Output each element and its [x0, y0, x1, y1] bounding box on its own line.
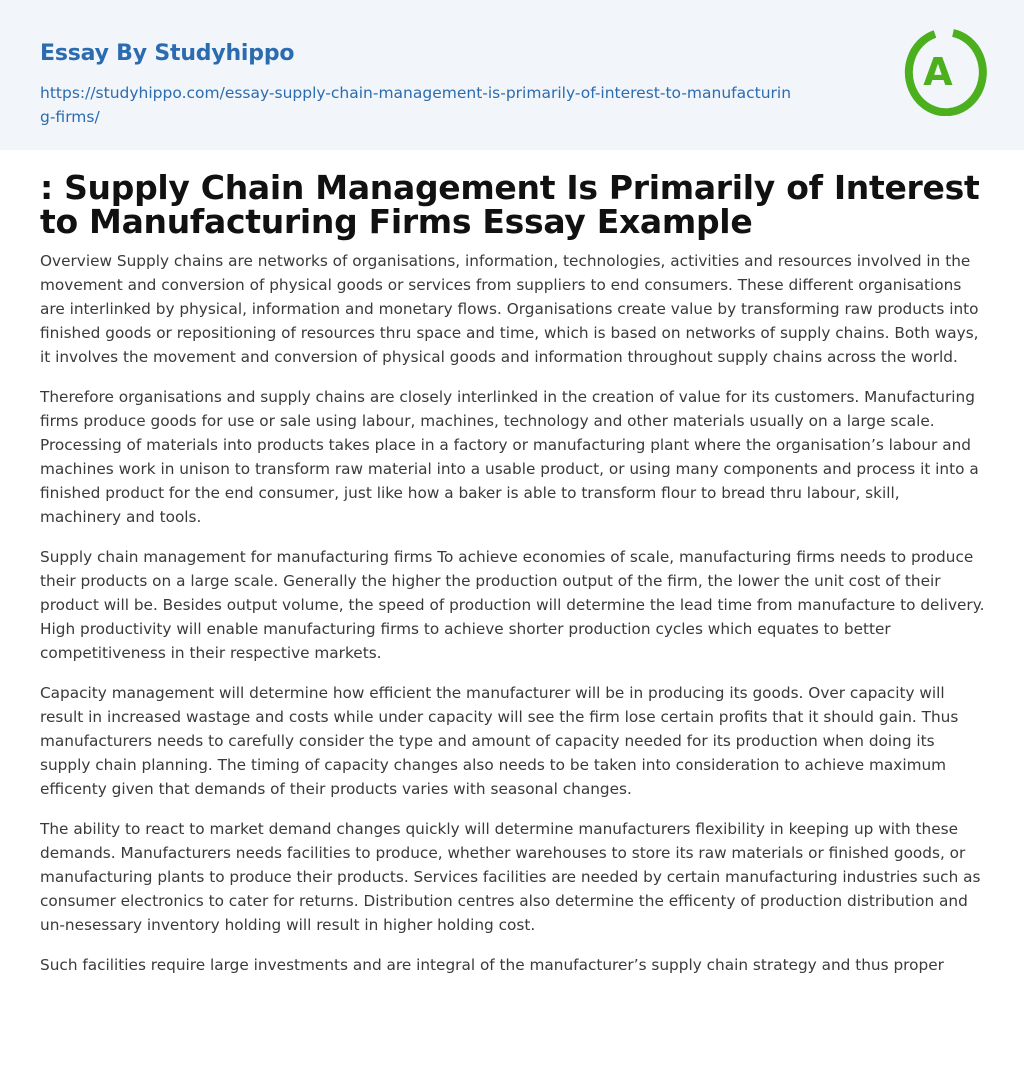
essay-paragraph: Overview Supply chains are networks of organisations, information, technologies, activities and resources involved in the movement and conversion of physical goods or services from suppliers to end consumers. These different organisations are interlinked by physical, information and monetary flows. Organisations create value by transforming raw products into finished goods or repositioning of resources thru space and time, which is based on networks of supply chains. Both ways, it involves the movement and conversion of physical goods and information throughout supply chains across the world.	[40, 252, 979, 366]
essay-body	[40, 249, 985, 993]
brand-title: Essay By Studyhippo	[40, 41, 295, 66]
essay-paragraph: Capacity management will determine how efficient the manufacturer will be in producing its goods. Over capacity will result in increased wastage and costs while under capacity will see the firm lose certain profits that it should gain. Thus manufacturers needs to carefully consider the type and amount of capacity needed for its production when doing its supply chain planning. The timing of capacity changes also needs to be taken into consideration to achieve maximum efficenty given that demands of their products varies with seasonal changes.	[40, 684, 959, 798]
essay-url-link[interactable]: https://studyhippo.com/essay-supply-chain-management-is-primarily-of-interest-to-manufacturing-firms/	[40, 84, 792, 126]
essay-paragraph: Therefore organisations and supply chains are closely interlinked in the creation of value for its customers. Manufacturing firms produce goods for use or sale using labour, machines, technology and other materials usually on a large scale. Processing of materials into products takes place in a factory or manufacturing plant where the organisation’s labour and machines work in unison to transform raw material into a usable product, or using many components and process it into a finished product for the end consumer, just like how a baker is able to transform flour to bread thru labour, skill, machinery and tools.	[40, 388, 979, 526]
essay-paragraph: Such facilities require large investments and are integral of the manufacturer’s supply chain strategy and thus proper	[40, 956, 944, 974]
essay-paragraph: The ability to react to market demand changes quickly will determine manufacturers flexibility in keeping up with these demands. Manufacturers needs facilities to produce, whether warehouses to store its raw materials or finished goods, or manufacturing plants to produce their products. Services facilities are needed by certain manufacturing industries such as consumer electronics to cater for returns. Distribution centres also determine the efficenty of production distribution and un-nesessary inventory holding will result in higher holding cost.	[40, 820, 981, 934]
page-header	[0, 0, 1024, 150]
page-title: : Supply Chain Management Is Primarily of Interest to Manufacturing Firms Essay Example	[40, 168, 980, 241]
essay-paragraph: Supply chain management for manufacturing firms To achieve economies of scale, manufacturing firms needs to produce their products on a large scale. Generally the higher the production output of the firm, the lower the unit cost of their product will be. Besides output volume, the speed of production will determine the lead time from manufacture to delivery. High productivity will enable manufacturing firms to achieve shorter production cycles which equates to better competitiveness in their respective markets.	[40, 548, 985, 662]
logo-letter: A	[923, 50, 953, 94]
studyhippo-logo-icon[interactable]	[903, 28, 987, 116]
